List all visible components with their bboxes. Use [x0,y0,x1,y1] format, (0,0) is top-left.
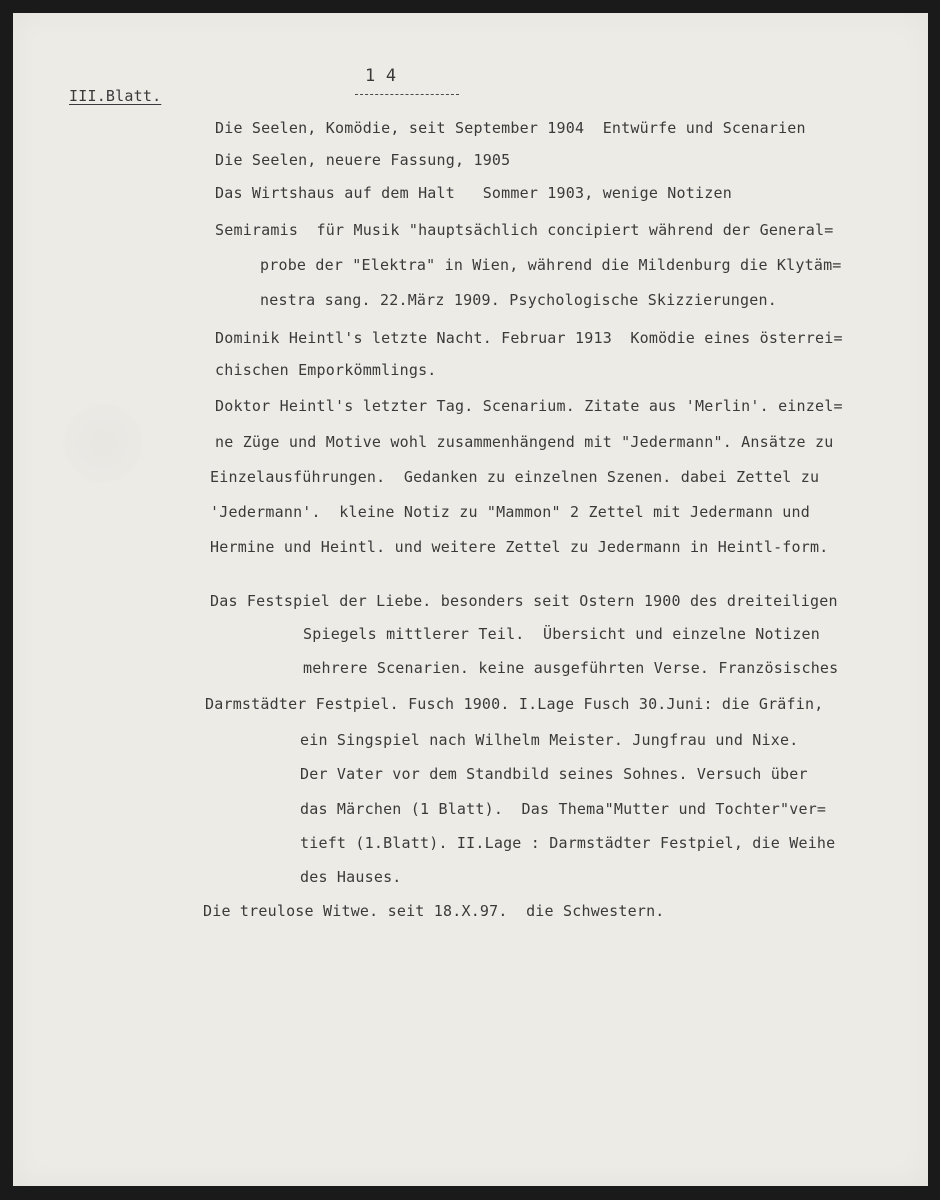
text-line: das Märchen (1 Blatt). Das Thema"Mutter und Tochter"ver= [300,800,827,818]
text-line: Darmstädter Festpiel. Fusch 1900. I.Lage Fusch 30.Juni: die Gräfin, [205,695,824,713]
document-page [13,13,928,1186]
text-line: probe der "Elektra" in Wien, während die Mildenburg die Klytäm= [260,256,842,274]
page-number: 1 4 [365,66,397,86]
text-line: Semiramis für Musik "hauptsächlich concipiert während der General= [215,221,834,239]
text-line: tieft (1.Blatt). II.Lage : Darmstädter Festpiel, die Weihe [300,834,836,852]
text-line: des Hauses. [300,868,402,886]
text-line: nestra sang. 22.März 1909. Psychologische Skizzierungen. [260,291,777,309]
text-line: Einzelausführungen. Gedanken zu einzelnen Szenen. dabei Zettel zu [210,468,820,486]
text-line: 'Jedermann'. kleine Notiz zu "Mammon" 2 Zettel mit Jedermann und [210,503,810,521]
text-line: Die Seelen, Komödie, seit September 1904 Entwürfe und Scenarien [215,119,806,137]
text-line: Doktor Heintl's letzter Tag. Scenarium. Zitate aus 'Merlin'. einzel= [215,397,843,415]
page-number-rule [355,94,459,95]
text-line: Der Vater vor dem Standbild seines Sohnes. Versuch über [300,765,808,783]
text-line: Hermine und Heintl. und weitere Zettel zu Jedermann in Heintl-form. [210,538,829,556]
text-line: Die Seelen, neuere Fassung, 1905 [215,151,511,169]
text-line: ein Singspiel nach Wilhelm Meister. Jungfrau und Nixe. [300,731,799,749]
paper-stain [63,403,143,483]
text-line: mehrere Scenarien. keine ausgeführten Verse. Französisches [303,659,839,677]
text-line: Dominik Heintl's letzte Nacht. Februar 1913 Komödie eines österrei= [215,329,843,347]
sheet-label: III.Blatt. [69,87,162,105]
text-line: Die treulose Witwe. seit 18.X.97. die Schwestern. [203,902,665,920]
text-line: ne Züge und Motive wohl zusammenhängend mit "Jedermann". Ansätze zu [215,433,834,451]
text-line: Das Festspiel der Liebe. besonders seit Ostern 1900 des dreiteiligen [210,592,838,610]
text-line: Spiegels mittlerer Teil. Übersicht und einzelne Notizen [303,625,820,643]
text-line: Das Wirtshaus auf dem Halt Sommer 1903, wenige Notizen [215,184,732,202]
text-line: chischen Emporkömmlings. [215,361,437,379]
